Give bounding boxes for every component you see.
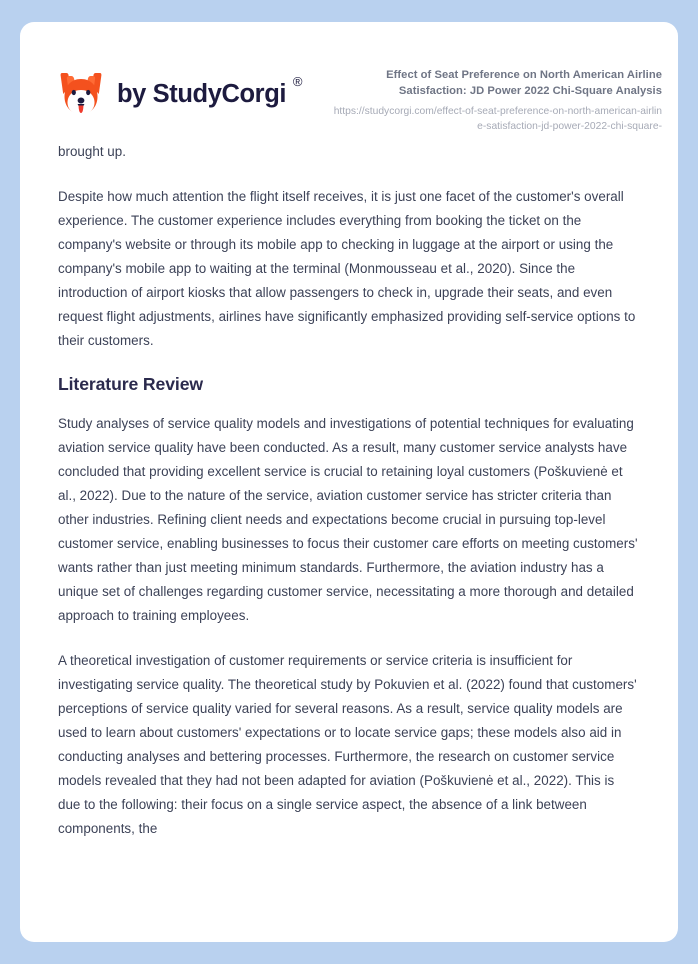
brand-wordmark [117, 73, 303, 109]
paragraph-continuation: brought up. [58, 144, 126, 159]
document-page-card [20, 22, 678, 942]
document-header [20, 22, 678, 140]
paragraph-customer-experience: Despite how much attention the flight itself receives, it is just one facet of the customer's overall experience. The customer experience includes everything from booking the ticket on the company's website or through its mobile app to checking in luggage at the airport or using the company's mobile app to waiting at the terminal (Monmousseau et al., 2020). Since the introduction of airport kiosks that allow passengers to check in, upgrade their seats, and even request flight adjustments, airlines have significantly emphasized providing self-service options to their customers. [58, 188, 636, 348]
section-heading-literature-review: Literature Review [58, 373, 203, 394]
document-body [20, 140, 678, 841]
paragraph-service-quality-models: Study analyses of service quality models and investigations of potential techniques for evaluating aviation service quality have been conducted. As a result, many customer service analysts have concluded that providing excellent service is crucial to retaining loyal customers (Poškuvienė et al., 2022). Due to the nature of the service, aviation customer service has stricter criteria than other industries. Refining client needs and expectations become crucial in pursuing top-level customer service, enabling businesses to focus their customer care efforts on meeting customers' wants rather than just meeting minimum standards. Furthermore, the aviation industry has a unique set of challenges regarding customer service, necessitating a more thorough and detailed approach to training employees. [58, 415, 638, 623]
registered-trademark-icon: ® [292, 73, 303, 89]
document-url: https://studycorgi.com/effect-of-seat-preference-on-north-american-airline-satisfaction-jd-power-2022-chi-square- [333, 105, 662, 132]
document-meta [332, 64, 662, 135]
corgi-logo-icon [58, 70, 104, 118]
brand-logo-group [58, 70, 302, 118]
paragraph-theoretical-investigation: A theoretical investigation of customer requirements or service criteria is insufficient for investigating service quality. The theoretical study by Pokuvien et al. (2022) found that customers' perceptions of service quality varied for several reasons. As a result, service quality models are used to learn about customers' expectations or to locate service gaps; these models also aid in conducting analyses and bettering processes. Furthermore, the research on customer service models revealed that they had not been adapted for aviation (Poškuvienė et al., 2022). This is due to the following: their focus on a single service aspect, the absence of a link between components, the [58, 652, 637, 836]
document-title: Effect of Seat Preference on North American Airline Satisfaction: JD Power 2022 Chi-Square Analysis [386, 69, 662, 97]
brand-wordmark-text: by StudyCorgi [117, 79, 287, 108]
